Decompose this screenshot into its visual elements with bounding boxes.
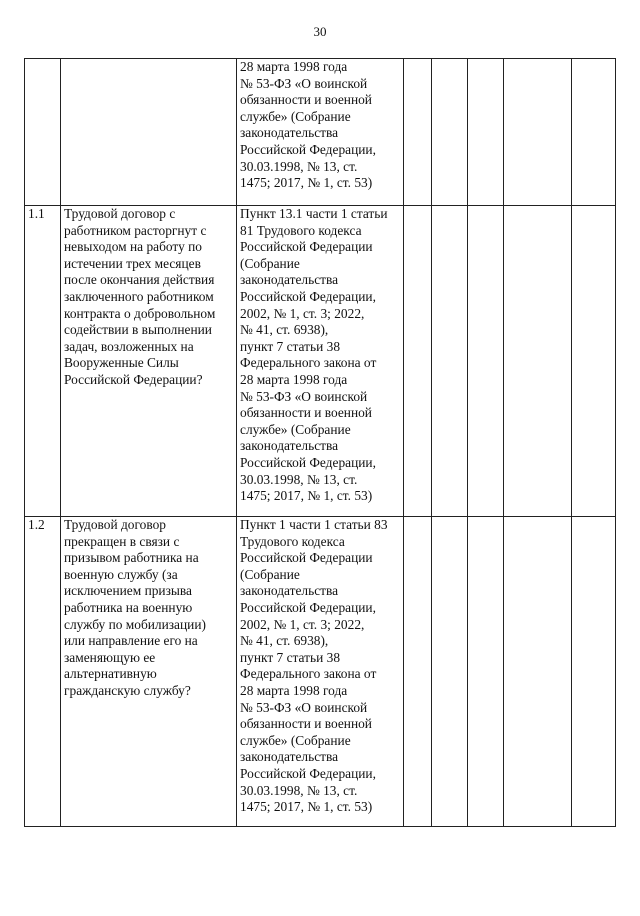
notes-cell xyxy=(504,59,572,206)
row-question xyxy=(61,59,237,206)
answer-no-cell xyxy=(432,59,468,206)
extra-cell xyxy=(572,517,616,827)
answer-yes-cell xyxy=(404,517,432,827)
extra-cell xyxy=(572,59,616,206)
row-legal-basis: Пункт 13.1 части 1 статьи 81 Трудового кодекса Российской Федерации (Собрание законодательства Российской Федерации, 2002, № 1, ст. 3; 2022, № 41, ст. 6938), пункт 7 статьи 38 Федерального закона от 28 марта 1998 года № 53-ФЗ «О воинской обязанности и военной службе» (Собрание законодательства Российской Федерации, 30.03.1998, № 13, ст. 1475; 2017, № 1, ст. 53) xyxy=(237,206,404,517)
row-legal-basis: 28 марта 1998 года № 53-ФЗ «О воинской обязанности и военной службе» (Собрание законодательства Российской Федерации, 30.03.1998, № 13, ст. 1475; 2017, № 1, ст. 53) xyxy=(237,59,404,206)
answer-na-cell xyxy=(468,517,504,827)
row-question: Трудовой договор с работником расторгнут с невыходом на работу по истечении трех месяцев после окончания действия заключенного работником контракта о добровольном содействии в выполнении задач, возложенных на Вооруженные Силы Российской Федерации? xyxy=(61,206,237,517)
page-number: 30 xyxy=(313,24,327,39)
row-number xyxy=(25,59,61,206)
table-row xyxy=(25,59,616,206)
answer-na-cell xyxy=(468,206,504,517)
answer-no-cell xyxy=(432,517,468,827)
answer-no-cell xyxy=(432,206,468,517)
row-question: Трудовой договор прекращен в связи с призывом работника на военную службу (за исключением призыва работника на военную службу по мобилизации) или направление его на заменяющую ее альтернативную гражданскую службу? xyxy=(61,517,237,827)
table-row xyxy=(25,517,616,827)
answer-na-cell xyxy=(468,59,504,206)
notes-cell xyxy=(504,517,572,827)
row-legal-basis: Пункт 1 части 1 статьи 83 Трудового кодекса Российской Федерации (Собрание законодательства Российской Федерации, 2002, № 1, ст. 3; 2022, № 41, ст. 6938), пункт 7 статьи 38 Федерального закона от 28 марта 1998 года № 53-ФЗ «О воинской обязанности и военной службе» (Собрание законодательства Российской Федерации, 30.03.1998, № 13, ст. 1475; 2017, № 1, ст. 53) xyxy=(237,517,404,827)
row-number: 1.2 xyxy=(25,517,61,827)
requirements-table xyxy=(24,58,616,827)
answer-yes-cell xyxy=(404,59,432,206)
table-row xyxy=(25,206,616,517)
notes-cell xyxy=(504,206,572,517)
extra-cell xyxy=(572,206,616,517)
answer-yes-cell xyxy=(404,206,432,517)
row-number: 1.1 xyxy=(25,206,61,517)
